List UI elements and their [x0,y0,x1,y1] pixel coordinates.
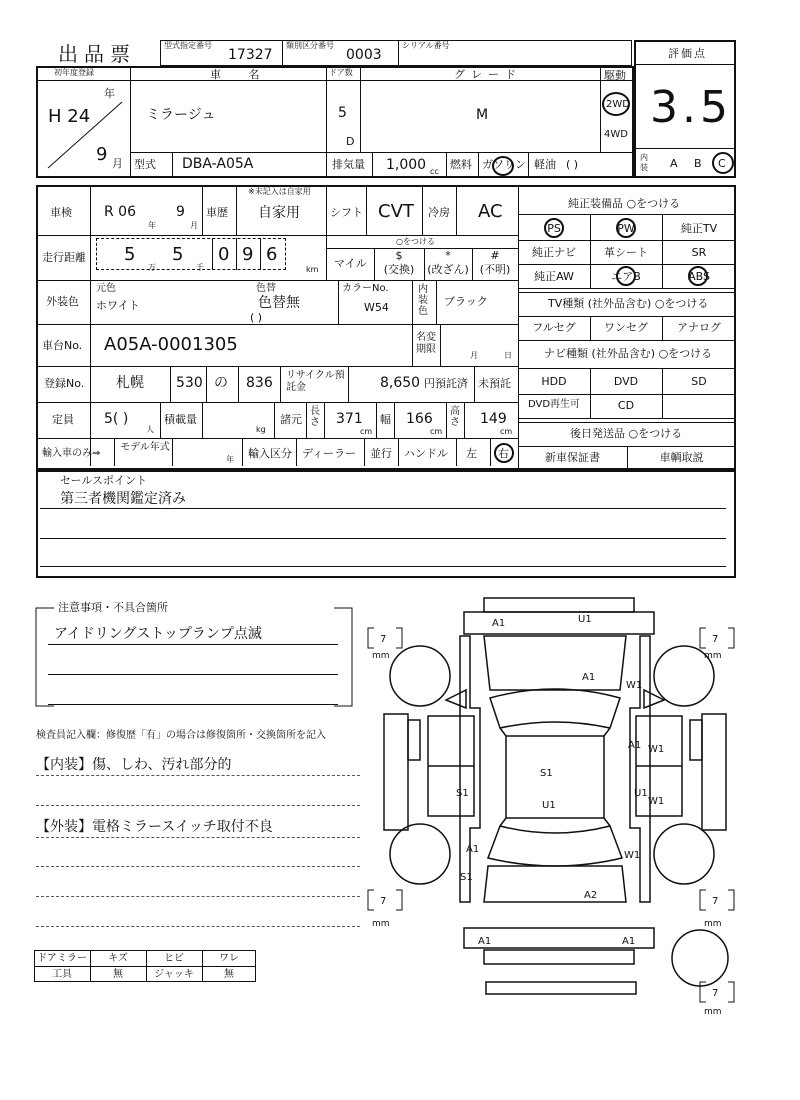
inspector-label: 検査員記入欄：修復歴「有」の場合は修復箇所・交換箇所を記入 [36,730,326,741]
tools-jack-label: ジャッキ [154,969,194,980]
damage-label-front-panel: U1 [578,614,592,625]
mileage-unknown-mark: # [490,249,500,262]
handle-right: 右 [498,447,509,460]
mileage-digit-2: 5 [172,244,184,265]
notes-label: 注意事項・不具合箇所 [58,601,168,614]
handle-right-circle [494,443,514,463]
form-title: 出品票 [58,42,136,66]
color-change-label: 色替 [256,283,276,294]
length: 371 [336,411,363,427]
damage-diagram [360,590,750,1020]
damage-label-rear-bumper-right: A1 [622,936,636,947]
damage-label-roof: S1 [540,768,553,779]
interior-grade-a: A [670,157,678,170]
equipment-label: 純正装備品 ○をつける [568,197,681,210]
tread-unit-2: mm [704,651,722,661]
first-reg-month: 9 [96,144,108,165]
interior-grade-c: C [718,157,726,170]
tools-scratch: キズ [108,953,128,964]
recycle-amount: 8,650 [380,375,421,391]
equip-pw-circle [616,218,636,238]
tv-label: TV種類 (社外品含む) ○をつける [548,297,709,310]
plate-class: 530 [176,375,203,391]
damage-label-right-rear-door-2: W1 [648,796,665,807]
damage-label-trunk: A2 [584,890,598,901]
width-unit: cm [430,427,443,436]
damage-label-rear-bumper-left: A1 [478,936,492,947]
inspection-year-unit: 年 [148,221,156,230]
tools-tool-label: 工具 [52,969,72,980]
plate-number: 836 [246,375,273,391]
fuel-gas-circle [492,156,514,176]
equip-ps-circle [544,218,564,238]
recycle-unpaid: 未預託 [478,377,511,390]
tv-analog: アナログ [677,321,721,334]
tread-depth-4: 7 [712,896,719,907]
later-warranty: 新車保証書 [545,451,600,464]
shift-label: シフト [330,206,363,219]
color-orig: ホワイト [96,299,140,312]
import-label: 輸入車のみ⇒ [42,448,101,459]
inspection-month: 9 [176,204,185,220]
import-parallel: 並行 [370,447,392,460]
tools-crack: ヒビ [164,953,184,964]
later-label: 後日発送品 ○をつける [570,427,683,440]
color-code-label: カラーNo. [342,283,389,294]
plate-city: 札幌 [116,375,144,391]
mileage-tampered-mark: * [445,249,451,262]
model-type-label: 型式 [134,158,156,171]
damage-label-left-side: S1 [456,788,469,799]
tools-jack-value: 無 [224,969,234,980]
plate-spec-label: 諸元 [280,413,302,426]
color-code: W54 [364,301,389,314]
tools-break: ワレ [219,953,239,964]
tread-depth-1: 7 [380,634,387,645]
mileage-digit-4: 9 [242,244,254,265]
class-code-label: 類別区分番号 [286,41,334,50]
drive-label: 駆動 [604,69,626,82]
first-reg-month-unit: 月 [112,157,123,170]
import-dealer: ディーラー [302,447,357,460]
mileage-digit-3: 0 [218,244,230,265]
mileage-exchanged-label: (交換) [383,263,415,276]
equip-aw: 純正AW [534,270,574,283]
tread-unit-5: mm [704,1007,722,1017]
class-code: 0003 [346,47,382,63]
grade: M [476,107,489,123]
notes-line-1: アイドリングストップランプ点滅 [54,626,262,642]
mileage-digit-1: 5 [124,244,136,265]
mileage-label: 走行距離 [42,251,86,264]
import-type-label: 輸入区分 [248,447,292,460]
model-year-label: モデル年式 [120,442,170,453]
equip-tv: 純正TV [680,222,718,235]
interior-color-label: 内装色 [418,284,428,317]
aircon-label: 冷房 [428,206,450,219]
damage-label-right-front-door-2: W1 [648,744,665,755]
navi-dvd-play: DVD再生可 [527,399,581,410]
load-label: 積載量 [164,413,197,426]
recycle-paid: 円預託済 [424,377,468,390]
mileage-unit: km [306,265,319,274]
damage-label-front-bumper: A1 [492,618,506,629]
navi-hdd: HDD [541,375,567,388]
plate-label: 登録No. [44,377,85,390]
color-orig-label: 元色 [96,283,116,294]
mileage-tampered-label: (改ざん) [427,263,469,276]
fuel-other: ( ) [566,158,579,171]
interior-grade-label: 内装 [640,153,648,172]
model-type: DBA-A05A [182,156,254,172]
doors: 5 [338,105,347,121]
car-name-label: 車 名 [210,68,272,81]
drive-4wd: 4WD [604,129,628,140]
damage-label-right-front-door: A1 [628,740,642,751]
height: 149 [480,411,507,427]
length-unit: cm [360,427,373,436]
equip-navi: 純正ナビ [532,246,576,259]
mileage-exchanged-mark: $ [395,249,403,262]
first-reg-year-unit: 年 [104,87,115,100]
damage-label-right-front-fender: W1 [626,680,643,691]
tools-tool-value: 無 [113,969,123,980]
tread-depth-2: 7 [712,634,719,645]
damage-label-right-rear-fender: W1 [624,850,641,861]
equip-leather: 革シート [604,246,648,259]
sales-point-label: セールスポイント [60,474,148,487]
history-note: ※未記入は自家用 [248,187,311,196]
name-change-day-unit: 日 [504,351,512,360]
name-change-label: 名変期限 [416,332,436,355]
interior-grade-c-circle [712,152,734,174]
doors-suffix: D [346,135,355,148]
history-label: 車歴 [206,206,228,219]
tread-unit-4: mm [704,919,722,929]
height-unit: cm [500,427,513,436]
equip-sr: SR [691,246,707,259]
damage-label-left-rear-quarter: S1 [460,872,473,883]
mileage-unit-sen: 千 [196,263,204,272]
model-code: 17327 [228,47,273,63]
equip-abs: ABS [688,270,710,283]
aircon: AC [478,201,503,222]
height-label: 高さ [450,406,460,428]
tread-unit-1: mm [372,651,390,661]
later-manual: 車輌取説 [659,451,704,464]
fuel-label: 燃料 [450,158,472,171]
mileage-unknown-label: (不明) [479,263,511,276]
inspection-month-unit: 月 [190,221,198,230]
equip-airbag-circle [616,266,636,286]
inspection-era: R 06 [104,204,136,220]
length-label: 長さ [310,406,320,428]
handle-left: 左 [466,447,477,460]
load-unit: kg [256,425,266,434]
model-year-unit: 年 [226,455,234,464]
navi-dvd: DVD [613,375,639,388]
shift: CVT [378,201,414,222]
name-change-month-unit: 月 [470,351,478,360]
displacement-unit: cc [430,167,439,176]
chassis-number: A05A-0001305 [104,334,238,355]
damage-label-cabin-floor: U1 [542,800,556,811]
color-change: 色替無 [258,295,300,311]
tools-door-mirror: ドアミラー [37,953,87,964]
grade-label: グレード [454,68,522,81]
notes-bracket [34,606,356,710]
damage-label-hood: A1 [582,672,596,683]
capacity-label: 定員 [52,413,74,426]
eval-label: 評価点 [668,47,707,60]
doors-label: ドア数 [329,68,353,77]
navi-cd: CD [617,399,635,412]
tv-oneseg: ワンセグ [604,321,648,334]
tread-depth-3: 7 [380,896,387,907]
navi-sd: SD [691,375,707,388]
width-label: 幅 [380,413,391,426]
inspector-interior: 【内装】傷、しわ、汚れ部分的 [36,757,232,773]
damage-label-right-rear-door: U1 [634,788,648,799]
tread-unit-3: mm [372,919,390,929]
displacement: 1,000 [386,157,427,173]
interior-grade-b: B [694,157,702,170]
drive-2wd-circle [602,92,630,116]
car-name: ミラージュ [146,107,216,123]
interior-color: ブラック [444,295,488,308]
mileage-unit-man: 万 [148,263,156,272]
tv-fullseg: フルセグ [532,321,576,334]
eval-score: 3.5 [650,82,732,133]
navi-label: ナビ種類 (社外品含む) ○をつける [544,347,713,360]
recycle-label: リサイクル預託金 [286,370,345,393]
mileage-mile: マイル [334,257,367,270]
width: 166 [406,411,433,427]
plate-kana: の [214,375,228,391]
equip-airbag: エアB [611,270,641,283]
equip-ps: PS [547,222,561,235]
first-reg-era: H 24 [48,106,91,127]
sales-point-line-1: 第三者機関鑑定済み [60,491,186,507]
displacement-label: 排気量 [332,158,365,171]
chassis-label: 車台No. [42,339,83,352]
tread-depth-5: 7 [712,988,719,999]
first-reg-label: 初年度登録 [54,68,94,77]
handle-label: ハンドル [404,447,448,460]
inspection-label: 車検 [50,206,72,219]
drive-2wd: 2WD [606,99,630,110]
mileage-mark-note: ○をつける [396,237,435,246]
inspector-exterior: 【外装】電格ミラースイッチ取付不良 [36,819,273,835]
equip-pw: PW [617,222,635,235]
serial-label: シリアル番号 [402,41,450,50]
capacity: 5( ) [104,411,129,427]
color-label: 外装色 [46,295,79,308]
fuel-light: 軽油 [534,158,556,171]
color-change-paren: ( ) [250,311,263,324]
history: 自家用 [258,205,300,221]
model-code-label: 型式指定番号 [164,41,212,50]
fuel-gas: ガソリン [482,158,526,171]
mileage-digit-5: 6 [266,244,278,265]
capacity-unit: 人 [146,425,154,434]
equip-abs-circle [688,266,708,286]
damage-label-left-rear-fender: A1 [466,844,480,855]
